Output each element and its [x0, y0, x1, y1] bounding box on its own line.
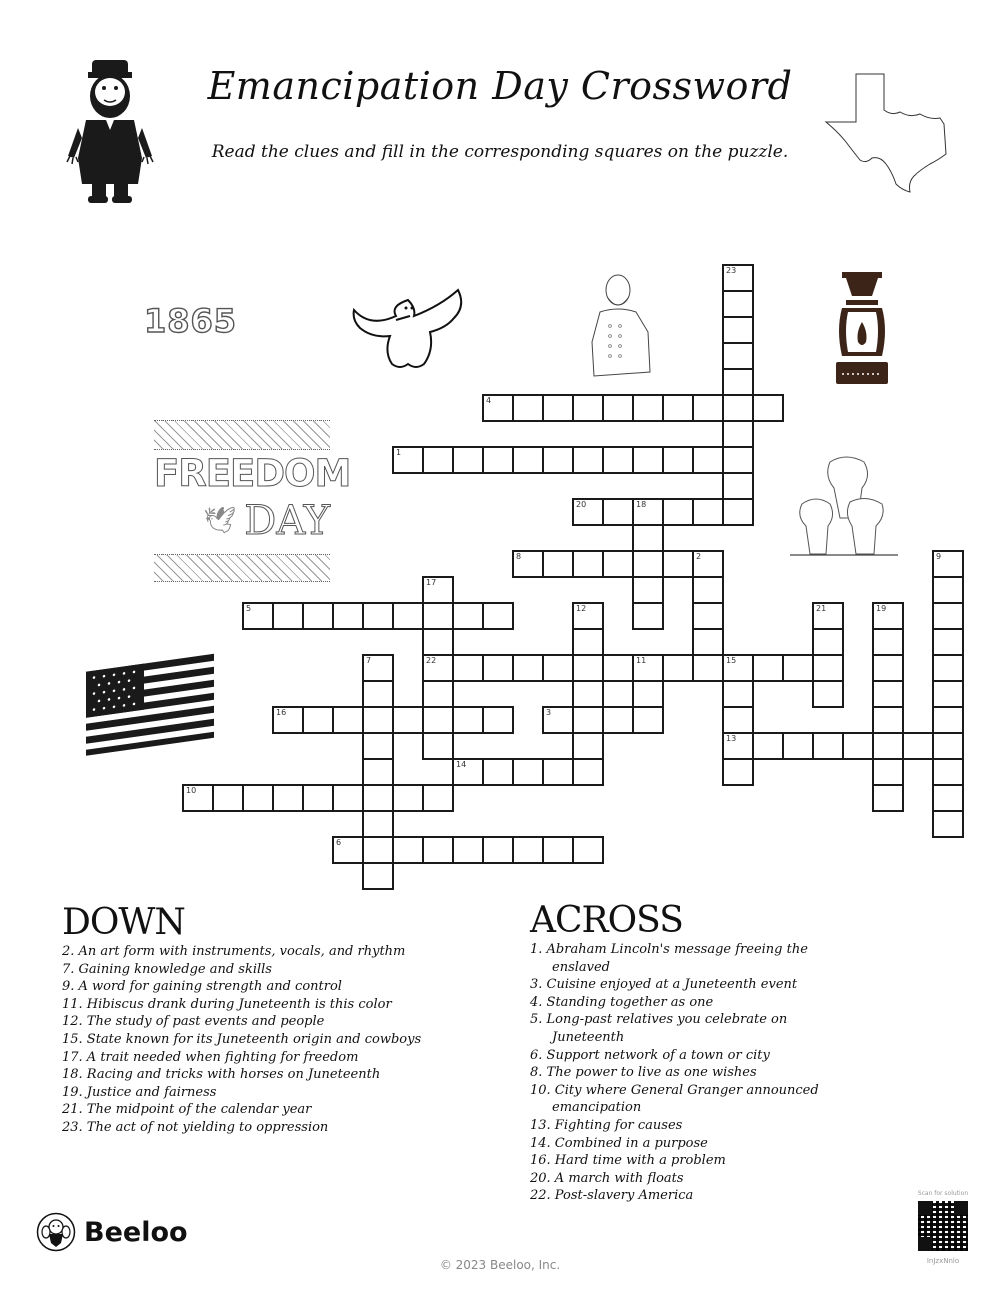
grid-cell[interactable] — [302, 602, 334, 630]
grid-cell[interactable] — [722, 342, 754, 370]
grid-cell[interactable] — [932, 732, 964, 760]
grid-cell[interactable] — [422, 602, 454, 630]
down-heading: DOWN — [62, 902, 185, 943]
year-1865-badge: 1865 — [144, 302, 238, 340]
clue-number: 7 — [366, 656, 372, 665]
grid-cell[interactable] — [632, 394, 664, 422]
clue-number: 13 — [726, 734, 737, 743]
grid-cell[interactable] — [632, 446, 664, 474]
grid-cell[interactable] — [902, 732, 934, 760]
grid-cell[interactable] — [392, 836, 424, 864]
across-heading: ACROSS — [530, 900, 683, 941]
grid-cell[interactable] — [752, 732, 784, 760]
grid-cell[interactable] — [722, 316, 754, 344]
across-clue-list — [530, 941, 860, 1205]
banner-word-freedom: FREEDOM — [154, 452, 351, 495]
grid-cell[interactable] — [452, 446, 484, 474]
grid-cell[interactable] — [482, 602, 514, 630]
down-clue: 2. An art form with instruments, vocals, and rhythm — [62, 944, 406, 959]
banner-word-day: DAY — [244, 498, 330, 544]
across-clue: 3. Cuisine enjoyed at a Juneteenth event — [530, 977, 798, 993]
grid-cell[interactable] — [572, 706, 604, 734]
grid-cell[interactable] — [572, 680, 604, 708]
grid-cell[interactable] — [512, 550, 544, 578]
grid-cell[interactable] — [692, 628, 724, 656]
grid-cell[interactable] — [602, 680, 634, 708]
grid-cell[interactable] — [602, 654, 634, 682]
grid-cell[interactable] — [572, 446, 604, 474]
down-clue: 18. Racing and tricks with horses on Juneteenth — [62, 1067, 381, 1083]
clue-number: 1 — [396, 448, 402, 457]
grid-cell[interactable] — [872, 784, 904, 812]
grid-cell[interactable] — [722, 368, 754, 396]
grid-cell[interactable] — [782, 654, 814, 682]
grid-cell[interactable] — [512, 758, 544, 786]
grid-cell[interactable] — [182, 784, 214, 812]
grid-cell[interactable] — [452, 602, 484, 630]
grid-cell[interactable] — [632, 576, 664, 604]
grid-cell[interactable] — [422, 784, 454, 812]
across-clue: 1. Abraham Lincoln's message freeing the enslaved — [530, 942, 808, 975]
grid-cell[interactable] — [722, 758, 754, 786]
grid-cell[interactable] — [932, 550, 964, 578]
grid-cell[interactable] — [362, 758, 394, 786]
grid-cell[interactable] — [572, 628, 604, 656]
grid-cell[interactable] — [932, 628, 964, 656]
grid-cell[interactable] — [362, 836, 394, 864]
grid-cell[interactable] — [482, 394, 514, 422]
clue-number: 10 — [186, 786, 197, 795]
down-clue: 21. The midpoint of the calendar year — [62, 1102, 312, 1118]
grid-cell[interactable] — [512, 394, 544, 422]
grid-cell[interactable] — [302, 706, 334, 734]
grid-cell[interactable] — [752, 394, 784, 422]
grid-cell[interactable] — [572, 836, 604, 864]
instructions: Read the clues and fill in the corresponding squares on the puzzle. — [211, 142, 789, 162]
grid-cell[interactable] — [572, 498, 604, 526]
grid-cell[interactable] — [932, 576, 964, 604]
grid-cell[interactable] — [812, 602, 844, 630]
grid-cell[interactable] — [932, 758, 964, 786]
grid-cell[interactable] — [452, 654, 484, 682]
grid-cell[interactable] — [872, 758, 904, 786]
grid-cell[interactable] — [692, 654, 724, 682]
across-clue: 10. City where General Granger announced emancipation — [530, 1082, 819, 1116]
grid-cell[interactable] — [452, 706, 484, 734]
grid-cell[interactable] — [932, 810, 964, 838]
grid-cell[interactable] — [722, 420, 754, 448]
grid-cell[interactable] — [572, 394, 604, 422]
grid-cell[interactable] — [542, 550, 574, 578]
down-clue: 9. A word for gaining strength and control — [62, 979, 342, 995]
qr-code-id: InJzxNnlo — [926, 1257, 960, 1265]
grid-cell[interactable] — [602, 498, 634, 526]
grid-cell[interactable] — [662, 446, 694, 474]
grid-cell[interactable] — [542, 394, 574, 422]
grid-cell[interactable] — [872, 602, 904, 630]
grid-cell[interactable] — [332, 706, 364, 734]
grid-cell[interactable] — [362, 680, 394, 708]
grid-cell[interactable] — [632, 706, 664, 734]
clue-number: 2 — [696, 552, 702, 561]
grid-cell[interactable] — [422, 628, 454, 656]
grid-cell[interactable] — [692, 550, 724, 578]
grid-cell[interactable] — [242, 602, 274, 630]
grid-cell[interactable] — [692, 576, 724, 604]
grid-cell[interactable] — [572, 732, 604, 760]
grid-cell[interactable] — [542, 758, 574, 786]
grid-cell[interactable] — [512, 446, 544, 474]
grid-cell[interactable] — [602, 550, 634, 578]
grid-cell[interactable] — [722, 706, 754, 734]
clue-number: 4 — [486, 396, 492, 405]
grid-cell[interactable] — [602, 394, 634, 422]
brand-name: Beeloo — [84, 1216, 188, 1248]
grid-cell[interactable] — [872, 680, 904, 708]
grid-cell[interactable] — [632, 498, 664, 526]
grid-cell[interactable] — [632, 524, 664, 552]
down-clue: 15. State known for its Juneteenth origin and cowboys — [62, 1031, 422, 1047]
grid-cell[interactable] — [422, 446, 454, 474]
grid-cell[interactable] — [362, 732, 394, 760]
page-title: Emancipation Day Crossword — [207, 64, 793, 108]
across-clue: 20. A march with floats — [530, 1170, 684, 1186]
grid-cell[interactable] — [692, 602, 724, 630]
grid-cell[interactable] — [362, 810, 394, 838]
grid-cell[interactable] — [812, 732, 844, 760]
grid-cell[interactable] — [242, 784, 274, 812]
grid-cell[interactable] — [542, 446, 574, 474]
grid-cell[interactable] — [422, 576, 454, 604]
grid-cell[interactable] — [332, 836, 364, 864]
clue-number: 8 — [516, 552, 522, 561]
grid-cell[interactable] — [422, 836, 454, 864]
grid-cell[interactable] — [662, 498, 694, 526]
grid-cell[interactable] — [872, 628, 904, 656]
grid-cell[interactable] — [632, 602, 664, 630]
grid-cell[interactable] — [422, 732, 454, 760]
across-clue: 14. Combined in a purpose — [530, 1135, 708, 1151]
grid-cell[interactable] — [272, 602, 304, 630]
grid-cell[interactable] — [542, 654, 574, 682]
clue-number: 9 — [936, 552, 942, 561]
grid-cell[interactable] — [662, 654, 694, 682]
grid-cell[interactable] — [272, 706, 304, 734]
clue-number: 12 — [576, 604, 587, 613]
grid-cell[interactable] — [302, 784, 334, 812]
grid-cell[interactable] — [332, 602, 364, 630]
grid-cell[interactable] — [722, 654, 754, 682]
clue-number: 18 — [636, 500, 647, 509]
grid-cell[interactable] — [932, 680, 964, 708]
grid-cell[interactable] — [512, 654, 544, 682]
grid-cell[interactable] — [422, 680, 454, 708]
grid-cell[interactable] — [482, 446, 514, 474]
down-clue: 12. The study of past events and people — [62, 1014, 325, 1030]
grid-cell[interactable] — [422, 706, 454, 734]
grid-cell[interactable] — [542, 706, 574, 734]
grid-cell[interactable] — [812, 628, 844, 656]
grid-cell[interactable] — [812, 654, 844, 682]
grid-cell[interactable] — [872, 654, 904, 682]
down-clue: 17. A trait needed when fighting for freedom — [62, 1049, 359, 1065]
grid-cell[interactable] — [362, 862, 394, 890]
grid-cell[interactable] — [842, 732, 874, 760]
bee-icon — [36, 1212, 76, 1252]
qr-caption: Scan for solution — [917, 1190, 969, 1197]
grid-cell[interactable] — [362, 602, 394, 630]
grid-cell[interactable] — [362, 784, 394, 812]
clue-number: 16 — [276, 708, 287, 717]
grid-cell[interactable] — [482, 654, 514, 682]
clue-number: 3 — [546, 708, 552, 717]
grid-cell[interactable] — [362, 654, 394, 682]
copyright: © 2023 Beeloo, Inc. — [439, 1258, 561, 1272]
clue-number: 22 — [426, 656, 437, 665]
down-clue: 7. Gaining knowledge and skills — [62, 961, 272, 977]
grid-cell[interactable] — [692, 446, 724, 474]
grid-cell[interactable] — [602, 706, 634, 734]
clue-number: 15 — [726, 656, 737, 665]
grid-cell[interactable] — [932, 654, 964, 682]
grid-cell[interactable] — [572, 550, 604, 578]
clue-number: 6 — [336, 838, 342, 847]
qr-code[interactable] — [918, 1201, 968, 1251]
grid-cell[interactable] — [482, 706, 514, 734]
across-clue: 4. Standing together as one — [530, 994, 714, 1010]
grid-cell[interactable] — [722, 498, 754, 526]
grid-cell[interactable] — [332, 784, 364, 812]
down-clue: 11. Hibiscus drank during Juneteenth is this color — [62, 996, 392, 1012]
clue-number: 11 — [636, 656, 647, 665]
grid-cell[interactable] — [662, 550, 694, 578]
grid-cell[interactable] — [542, 836, 574, 864]
qr-section — [912, 1190, 974, 1265]
across-clue: 6. Support network of a town or city — [530, 1047, 770, 1063]
across-clue: 16. Hard time with a problem — [530, 1153, 726, 1169]
small-dove-icon: 🕊 — [203, 506, 237, 536]
grid-cell[interactable] — [572, 654, 604, 682]
grid-cell[interactable] — [392, 784, 424, 812]
across-clues-section — [530, 900, 860, 1205]
grid-cell[interactable] — [722, 732, 754, 760]
grid-cell[interactable] — [272, 784, 304, 812]
down-clue-list — [62, 943, 462, 1137]
clue-number: 14 — [456, 760, 467, 769]
grid-cell[interactable] — [452, 836, 484, 864]
clue-number: 23 — [726, 266, 737, 275]
beeloo-logo[interactable] — [36, 1212, 188, 1252]
grid-cell[interactable] — [692, 394, 724, 422]
across-clue: 22. Post-slavery America — [530, 1188, 694, 1204]
down-clue: 19. Justice and fairness — [62, 1084, 217, 1100]
grid-cell[interactable] — [392, 706, 424, 734]
grid-cell[interactable] — [602, 446, 634, 474]
grid-cell[interactable] — [632, 550, 664, 578]
down-clues-section — [62, 902, 462, 1137]
grid-cell[interactable] — [722, 290, 754, 318]
across-clue: 13. Fighting for causes — [530, 1117, 683, 1133]
grid-cell[interactable] — [722, 264, 754, 292]
grid-cell[interactable] — [452, 758, 484, 786]
clue-number: 5 — [246, 604, 252, 613]
grid-cell[interactable] — [932, 784, 964, 812]
grid-cell[interactable] — [422, 654, 454, 682]
across-clue: 8. The power to live as one wishes — [530, 1065, 757, 1081]
down-clue: 23. The act of not yielding to oppression — [62, 1119, 329, 1135]
grid-cell[interactable] — [572, 758, 604, 786]
clue-number: 21 — [816, 604, 827, 613]
grid-cell[interactable] — [212, 784, 244, 812]
grid-cell[interactable] — [662, 394, 694, 422]
grid-cell[interactable] — [932, 602, 964, 630]
clue-number: 19 — [876, 604, 887, 613]
grid-cell[interactable] — [482, 758, 514, 786]
grid-cell[interactable] — [752, 654, 784, 682]
clue-number: 17 — [426, 578, 437, 587]
grid-cell[interactable] — [812, 680, 844, 708]
grid-cell[interactable] — [392, 446, 424, 474]
clue-number: 20 — [576, 500, 587, 509]
grid-cell[interactable] — [632, 654, 664, 682]
grid-cell[interactable] — [722, 680, 754, 708]
grid-cell[interactable] — [362, 706, 394, 734]
grid-cell[interactable] — [872, 706, 904, 734]
grid-cell[interactable] — [722, 446, 754, 474]
grid-cell[interactable] — [692, 498, 724, 526]
grid-cell[interactable] — [932, 706, 964, 734]
grid-cell[interactable] — [872, 732, 904, 760]
grid-cell[interactable] — [482, 836, 514, 864]
grid-cell[interactable] — [632, 680, 664, 708]
grid-cell[interactable] — [572, 602, 604, 630]
grid-cell[interactable] — [392, 602, 424, 630]
across-clue: 5. Long-past relatives you celebrate on Juneteenth — [530, 1012, 788, 1045]
grid-cell[interactable] — [512, 836, 544, 864]
grid-cell[interactable] — [722, 472, 754, 500]
grid-cell[interactable] — [782, 732, 814, 760]
grid-cell[interactable] — [722, 394, 754, 422]
